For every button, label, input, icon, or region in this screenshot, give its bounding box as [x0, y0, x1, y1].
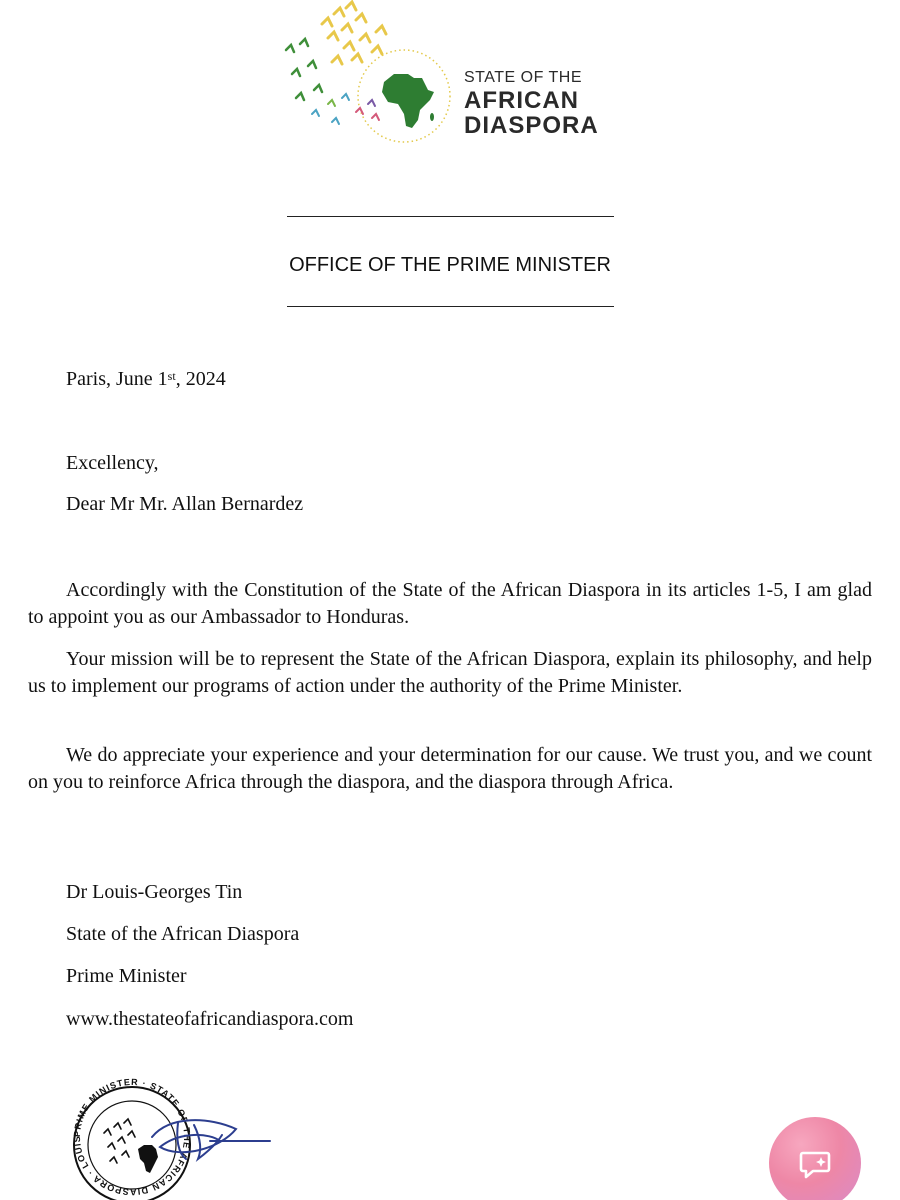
body-paragraph-1: Accordingly with the Constitution of the State of the African Diaspora in its articles 1-5, I am glad to appoint you as our Ambassador to Honduras.: [28, 579, 872, 628]
signatory-organization: State of the African Diaspora: [66, 923, 300, 945]
date-year: , 2024: [175, 368, 226, 390]
date-text: Paris, June 1: [66, 368, 168, 390]
letter-date: [66, 366, 226, 392]
organization-logo: [272, 0, 632, 150]
header-rule-top: [287, 216, 614, 217]
chat-sparkle-icon: [795, 1143, 835, 1183]
body-paragraph-2: Your mission will be to represent the State of the African Diaspora, explain its philosophy, and help us to implement our programs of action under the authority of the Prime Minister.: [28, 648, 872, 697]
logo-line-2: AFRICAN: [464, 87, 579, 114]
logo-line-3: DIASPORA: [464, 112, 599, 139]
seal-text: PRIME MINISTER · STATE OF THE AFRICAN DIASPORA · LOUIS: [71, 1076, 193, 1198]
salutation: Dear Mr Mr. Allan Bernardez: [66, 493, 304, 515]
date-ordinal: st: [167, 369, 176, 383]
signatory-name: Dr Louis-Georges Tin: [66, 881, 243, 903]
logo-wordmark: [464, 68, 599, 138]
official-seal-and-signature: [60, 1075, 280, 1200]
africa-birds-emblem: [272, 0, 462, 150]
signatory-title: Prime Minister: [66, 965, 187, 987]
logo-line-1: STATE OF THE: [464, 69, 583, 86]
header-rule-bottom: [287, 306, 614, 307]
svg-text:PRIME MINISTER · STATE OF THE: [60, 1075, 192, 1197]
office-title: OFFICE OF THE PRIME MINISTER: [289, 254, 611, 276]
body-paragraph-3: We do appreciate your experience and your determination for our cause. We trust you, and we count on you to reinforce Africa through the diaspora, and the diaspora through Africa.: [28, 744, 872, 793]
website-link[interactable]: www.thestateofafricandiaspora.com: [66, 1008, 354, 1030]
greeting: Excellency,: [66, 452, 159, 474]
chat-fab-button[interactable]: [769, 1117, 861, 1200]
